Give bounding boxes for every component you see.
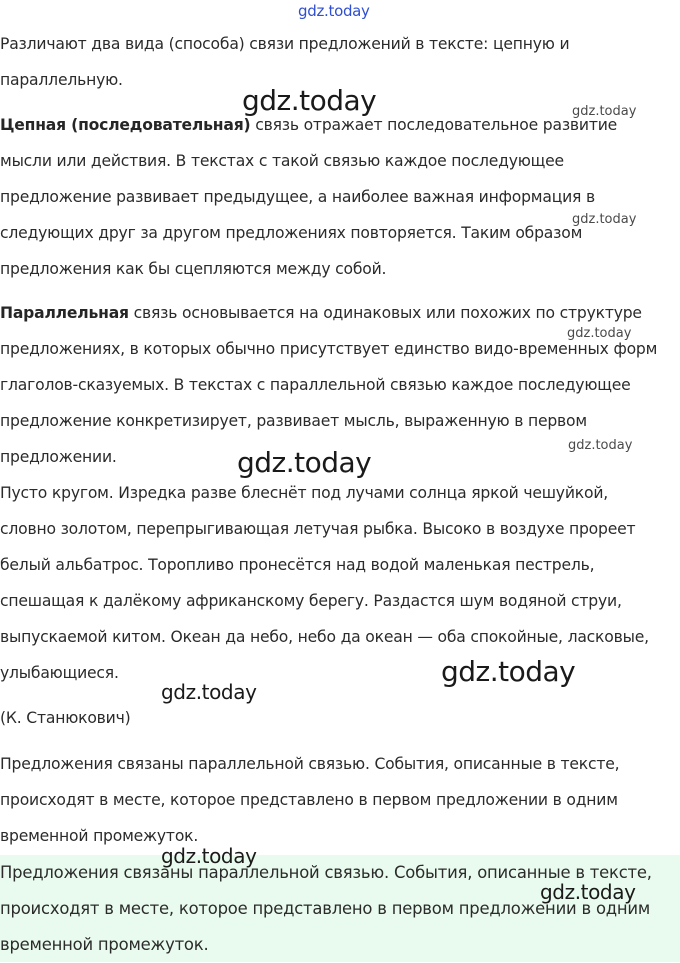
watermark: gdz.today [237,446,372,479]
intro-paragraph: Различают два вида (способа) связи предложений в тексте: цепную и параллельную. [0,35,570,89]
chain-term: Цепная (последовательная) [0,116,251,134]
parallel-text: связь основывается на одинаковых или похожих по структуре предложениях, в которых обычно присутствует единство видо-временных форм глаголов-сказуемых. В текстах с параллельной связью каждое последующее предложение конкретизирует, развивает мысль, выраженную в первом предложении. [0,304,658,466]
watermark: gdz.today [567,326,632,341]
answer-paragraph: Предложения связаны параллельной связью. События, описанные в тексте, происходят в месте, которое представлено в первом предложении в одним временной промежуток. [0,863,652,954]
watermark-top: gdz.today [298,2,370,20]
watermark: gdz.today [572,212,637,227]
watermark: gdz.today [441,655,576,688]
excerpt-author: (К. Станюкович) [0,709,131,727]
watermark: gdz.today [540,880,636,904]
literary-excerpt: Пусто кругом. Изредка разве блеснёт под лучами солнца яркой чешуйкой, словно золотом, перепрыгивающая летучая рыбка. Высоко в воздухе прореет белый альбатрос. Торопливо пронесётся над водой маленькая пестрель, спешащая к далёкому африканскому берегу. Раздастся шум водяной струи, выпускаемой китом. Океан да небо, небо да океан — оба спокойные, ласковые, улыбающиеся. [0,484,649,682]
parallel-term: Параллельная [0,304,129,322]
chain-definition [0,107,640,287]
analysis-paragraph: Предложения связаны параллельной связью. События, описанные в тексте, происходят в месте, которое представлено в первом предложении в одним временной промежуток. [0,755,620,845]
watermark: gdz.today [572,104,637,119]
watermark: gdz.today [568,438,633,453]
watermark: gdz.today [242,84,377,117]
chain-text: связь отражает последовательное развитие мысли или действия. В текстах с такой связью каждое последующее предложение развивает предыдущее, а наиболее важная информация в следующих друг за другом предложениях повторяется. Таким образом предложения как бы сцепляются между собой. [0,116,618,278]
watermark: gdz.today [161,680,257,704]
watermark: gdz.today [161,844,257,868]
